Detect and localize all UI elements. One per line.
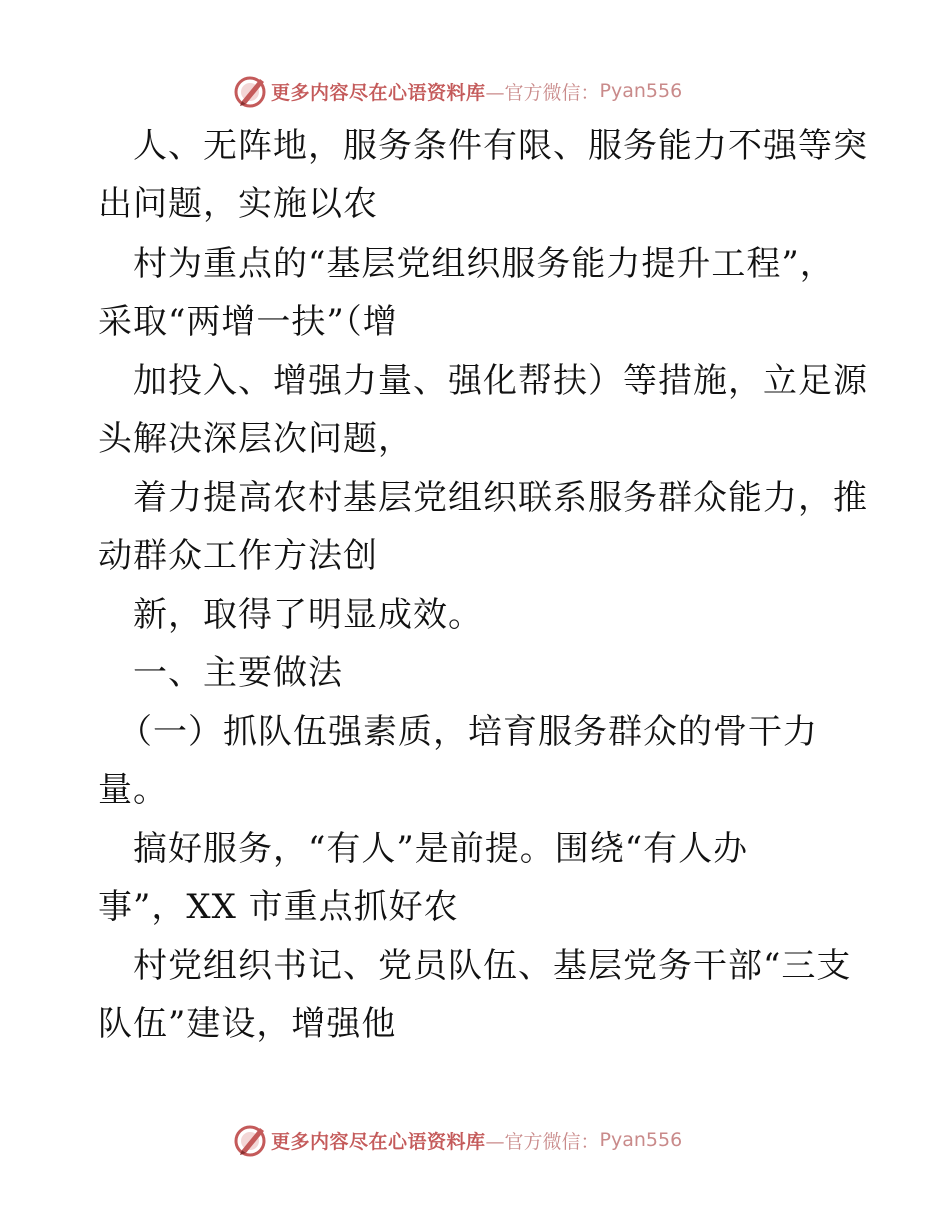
watermark-official: —官方微信：	[485, 1130, 600, 1153]
text-line: 加投入、增强力量、强化帮扶）等措施，立足源	[133, 361, 868, 401]
text-line: 量。	[98, 770, 168, 810]
watermark-official: —官方微信：	[485, 81, 600, 104]
pen-logo-icon	[233, 73, 269, 109]
text-line: 采取“两增一扶”（增	[98, 302, 398, 342]
text-line: 着力提高农村基层党组织联系服务群众能力，推	[133, 478, 868, 518]
section-heading: 一、主要做法	[133, 653, 343, 693]
text-line: 新，取得了明显成效。	[133, 595, 483, 635]
watermark-id: Pyan556	[599, 80, 683, 102]
watermark-brand: 更多内容尽在心语资料库	[271, 81, 486, 104]
header-watermark	[233, 71, 682, 111]
pen-logo-icon	[233, 1122, 269, 1158]
watermark-id: Pyan556	[599, 1129, 683, 1151]
text-line: 事”，XX 市重点抓好农	[98, 887, 459, 927]
text-line: 人、无阵地，服务条件有限、服务能力不强等突	[133, 126, 868, 166]
text-line: 搞好服务，“有人”是前提。围绕“有人办	[133, 829, 749, 869]
watermark-brand: 更多内容尽在心语资料库	[271, 1130, 486, 1153]
text-line: 村党组织书记、党员队伍、基层党务干部“三支	[133, 946, 852, 986]
text-line: 头解决深层次问题，	[98, 419, 413, 459]
text-line: 队伍”建设，增强他	[98, 1004, 397, 1044]
text-line: 动群众工作方法创	[98, 536, 378, 576]
text-line: 出问题，实施以农	[98, 184, 378, 224]
subsection-heading: （一）抓队伍强素质，培育服务群众的骨干力	[118, 712, 818, 752]
footer-watermark	[233, 1120, 682, 1160]
text-line: 村为重点的“基层党组织服务能力提升工程”，	[133, 244, 835, 284]
